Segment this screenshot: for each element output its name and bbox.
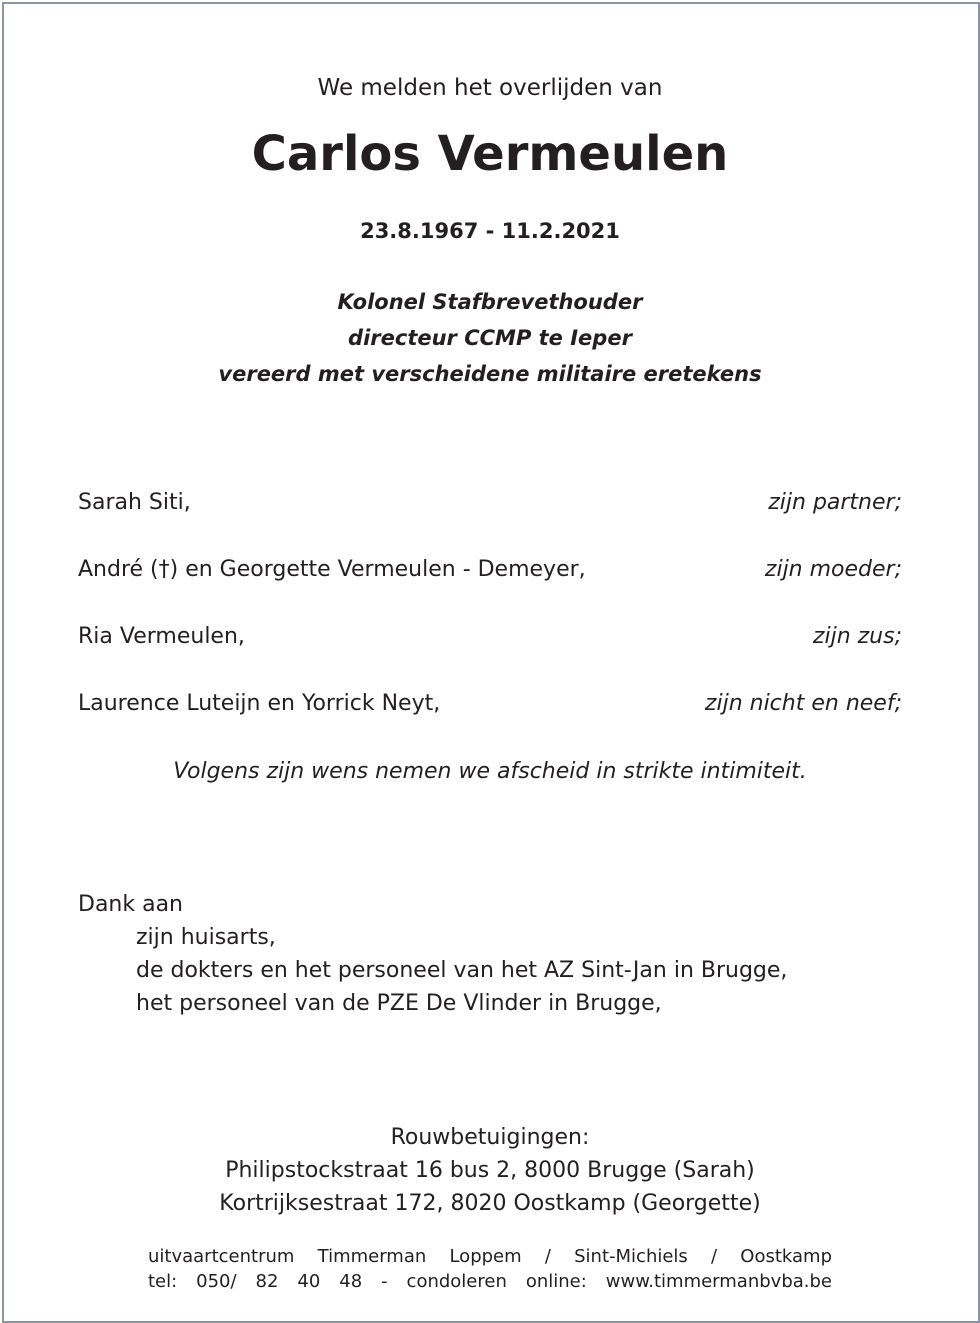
- title-line: Kolonel Stafbrevethouder: [337, 290, 643, 314]
- family-row: [78, 621, 902, 653]
- family-member: André (†) en Georgette Vermeulen - Demeyer,: [78, 557, 586, 582]
- honorific-titles: [0, 284, 980, 392]
- family-relation: zijn moeder;: [764, 557, 902, 582]
- title-line: directeur CCMP te Ieper: [348, 326, 632, 350]
- family-row: [78, 688, 902, 720]
- deceased-name: Carlos Vermeulen: [251, 126, 729, 182]
- funeral-home-line: uitvaartcentrum Timmerman Loppem / Sint-Michiels / Oostkamp: [148, 1246, 832, 1267]
- title-line: vereerd met verscheidene militaire eretekens: [218, 362, 762, 386]
- thanks-item: de dokters en het personeel van het AZ Sint-Jan in Brugge,: [136, 958, 788, 983]
- family-relation: zijn zus;: [812, 624, 902, 649]
- thanks-heading: Dank aan: [78, 892, 184, 917]
- family-member: Ria Vermeulen,: [78, 624, 245, 649]
- family-relation: zijn partner;: [768, 490, 902, 515]
- condolences-heading: Rouwbetuigingen:: [390, 1125, 590, 1150]
- condolence-address: Philipstockstraat 16 bus 2, 8000 Brugge (Sarah): [225, 1158, 755, 1183]
- life-dates: 23.8.1967 - 11.2.2021: [360, 219, 620, 243]
- family-member: Laurence Luteijn en Yorrick Neyt,: [78, 691, 441, 716]
- family-row: [78, 487, 902, 519]
- family-member: Sarah Siti,: [78, 490, 191, 515]
- condolence-address: Kortrijksestraat 172, 8020 Oostkamp (Georgette): [219, 1191, 761, 1216]
- thanks-item: zijn huisarts,: [136, 925, 276, 950]
- family-row: [78, 554, 902, 586]
- intro-text: We melden het overlijden van: [317, 75, 663, 101]
- thanks-section: [78, 888, 787, 1020]
- funeral-home-contact: tel: 050/ 82 40 48 - condoleren online: www.timmermanbvba.be: [148, 1271, 832, 1292]
- thanks-item: het personeel van de PZE De Vlinder in Brugge,: [136, 991, 662, 1016]
- family-relation: zijn nicht en neef;: [704, 691, 902, 716]
- condolences-section: [0, 1121, 980, 1220]
- farewell-wish: Volgens zijn wens nemen we afscheid in strikte intimiteit.: [173, 759, 807, 784]
